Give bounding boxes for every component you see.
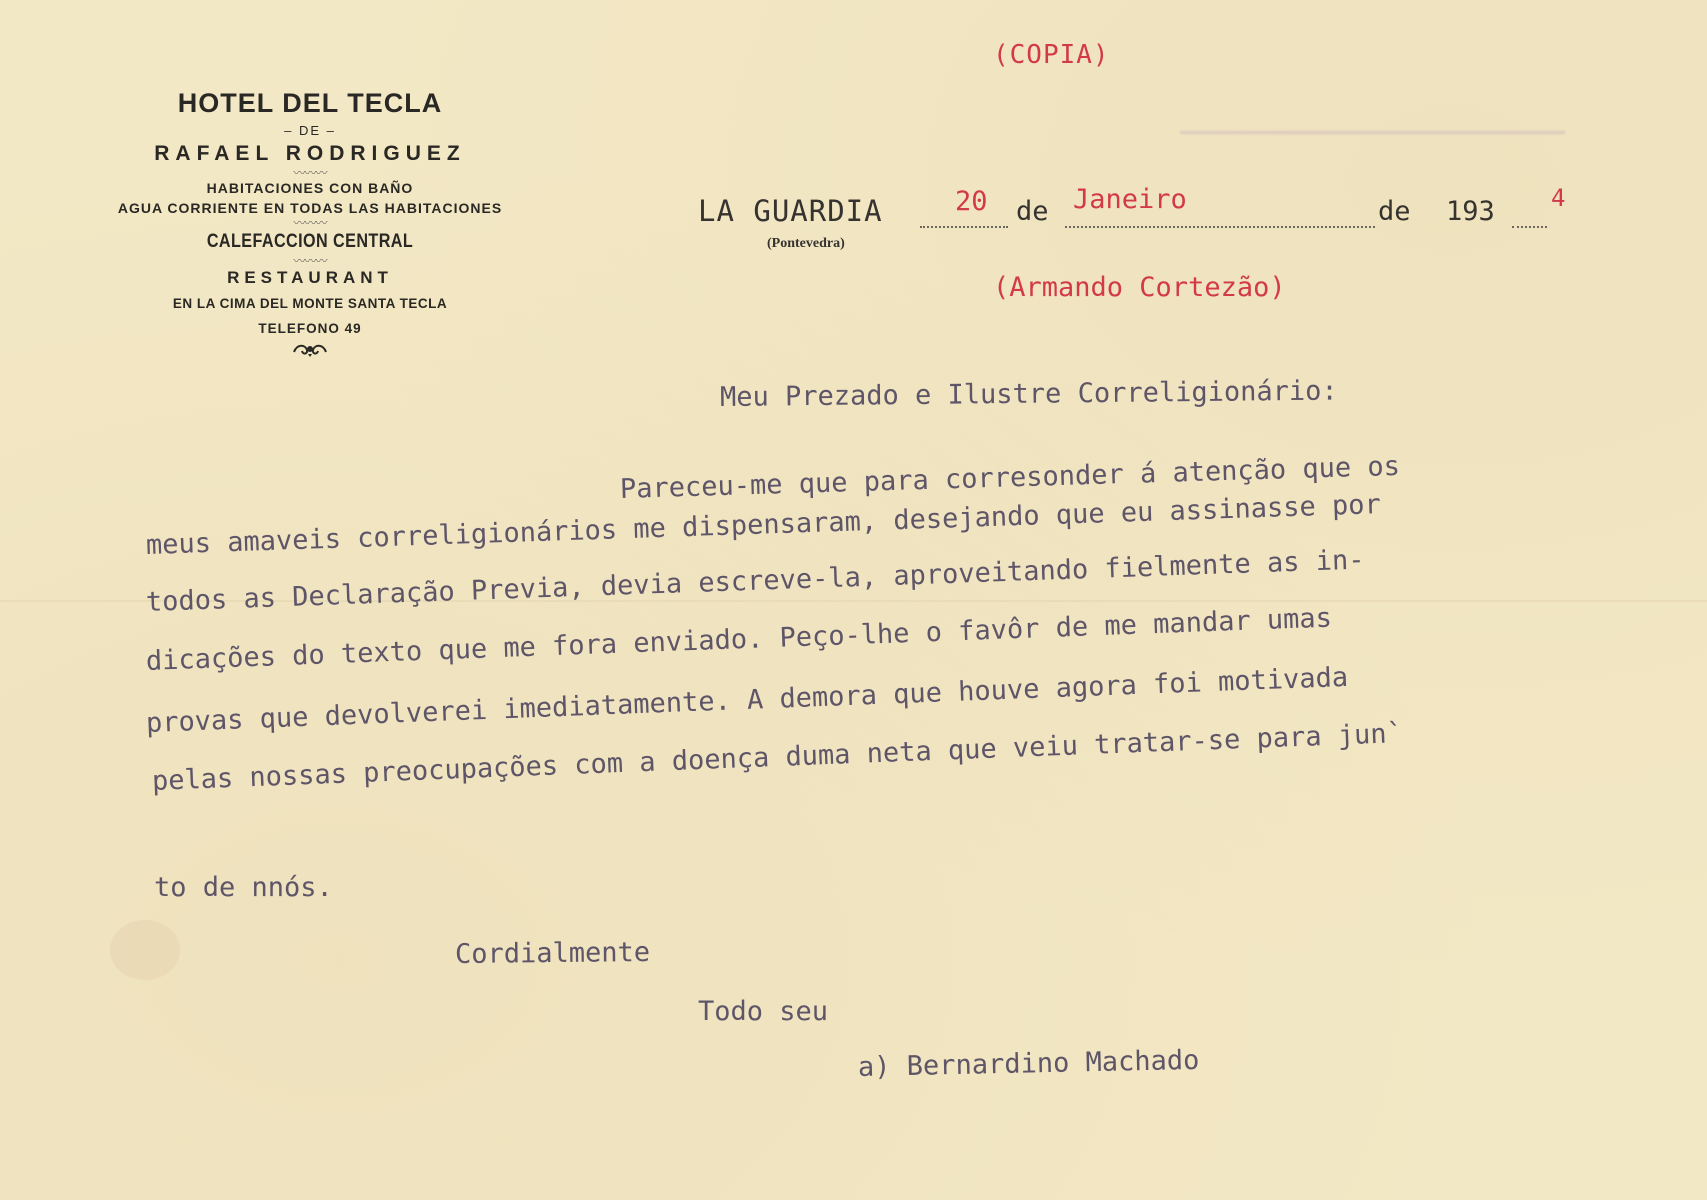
letterhead-de: – DE – <box>284 123 336 138</box>
dotted-rule <box>920 226 1008 228</box>
letterhead-separator: 〰〰〰 <box>293 166 327 180</box>
closing: Cordialmente <box>454 936 651 971</box>
heating-line: CALEFACCION CENTRAL <box>206 231 414 252</box>
body-line: todos as Declaração Previa, devia escreve-la, aproveitando fielmente as in- <box>145 544 1365 618</box>
salutation: Meu Prezado e Ilustre Correligionário: <box>719 375 1338 413</box>
body-line: Pareceu-me que para corresonder á atenção que os <box>619 450 1401 505</box>
date-de: de <box>1016 196 1049 227</box>
faint-mark <box>1180 131 1565 134</box>
closing-todo-seu: Todo seu <box>698 996 829 1027</box>
copy-mark: (COPIA) <box>993 40 1110 70</box>
dotted-rule <box>1065 226 1375 228</box>
letterhead <box>80 88 540 363</box>
dotted-rule <box>1512 226 1547 228</box>
date-year: 193 <box>1446 196 1495 227</box>
paper-stain <box>110 920 180 980</box>
body-line: to de nnós. <box>154 872 333 903</box>
signature: a) Bernardino Machado <box>857 1044 1200 1083</box>
date-day: 20 <box>955 186 988 217</box>
date-year-digit: 4 <box>1551 184 1566 212</box>
addressee: (Armando Cortezão) <box>993 272 1286 303</box>
body-line: dicações do texto que me fora enviado. Peço-lhe o favôr de me mandar umas <box>145 602 1333 677</box>
rooms-line-2: AGUA CORRIENTE EN TODAS LAS HABITACIONES <box>117 200 503 216</box>
location-line: EN LA CIMA DEL MONTE SANTA TECLA <box>172 296 448 311</box>
letterhead-separator: 〰〰〰 <box>293 216 327 230</box>
restaurant-line: RESTAURANT <box>227 268 393 287</box>
dateline-place: LA GUARDIA <box>698 194 883 228</box>
letterhead-separator: 〰〰〰 <box>293 254 327 268</box>
body-line: pelas nossas preocupações com a doença duma neta que veiu tratar-se para jun` <box>151 717 1404 797</box>
dateline-province: (Pontevedra) <box>767 236 845 251</box>
body-line: meus amaveis correligionários me dispensaram, desejando que eu assinasse por <box>145 489 1382 561</box>
date-month: Janeiro <box>1073 184 1187 215</box>
ornament-icon <box>291 340 329 363</box>
rooms-line-1: HABITACIONES CON BAÑO <box>206 180 414 196</box>
body-line: provas que devolverei imediatamente. A demora que houve agora foi motivada <box>145 661 1349 739</box>
phone-line: TELEFONO 49 <box>258 321 362 336</box>
owner-name: RAFAEL RODRIGUEZ <box>154 142 466 165</box>
date-de: de <box>1378 196 1411 227</box>
hotel-name: HOTEL DEL TECLA <box>177 88 443 118</box>
